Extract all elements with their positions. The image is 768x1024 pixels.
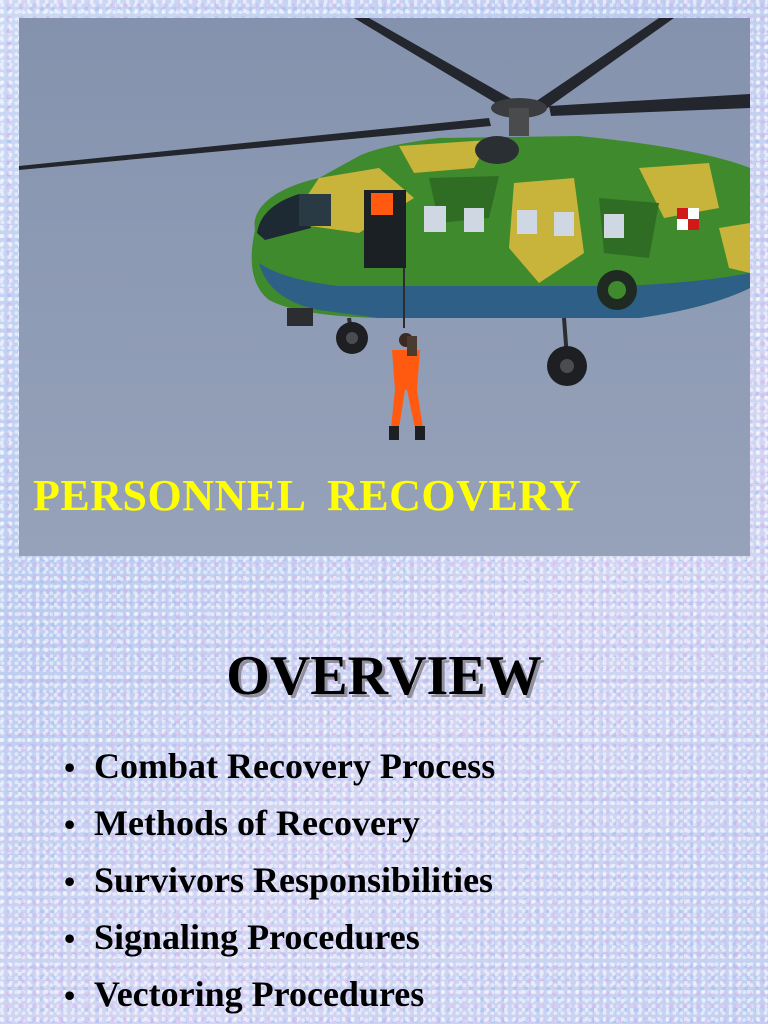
- bullet-icon: •: [64, 806, 76, 842]
- list-item: [64, 859, 495, 916]
- overview-heading: OVERVIEW: [226, 645, 542, 707]
- overview-bullet-list: [64, 745, 495, 1024]
- landing-gear: [287, 308, 587, 386]
- helicopter-fuselage: [252, 136, 750, 318]
- list-item: [64, 916, 495, 973]
- list-item-label: Combat Recovery Process: [94, 746, 496, 786]
- bullet-icon: •: [64, 863, 76, 899]
- bullet-icon: •: [64, 920, 76, 956]
- list-item-label: Methods of Recovery: [94, 803, 420, 843]
- list-item: [64, 802, 495, 859]
- rescue-photo: [19, 18, 750, 556]
- list-item: [64, 973, 495, 1024]
- bullet-icon: •: [64, 977, 76, 1013]
- list-item: [64, 745, 495, 802]
- list-item-label: Vectoring Procedures: [94, 974, 425, 1014]
- list-item-label: Signaling Procedures: [94, 917, 420, 957]
- bullet-icon: •: [64, 749, 76, 785]
- photo-title: PERSONNEL RECOVERY: [33, 471, 582, 520]
- list-item-label: Survivors Responsibilities: [94, 860, 494, 900]
